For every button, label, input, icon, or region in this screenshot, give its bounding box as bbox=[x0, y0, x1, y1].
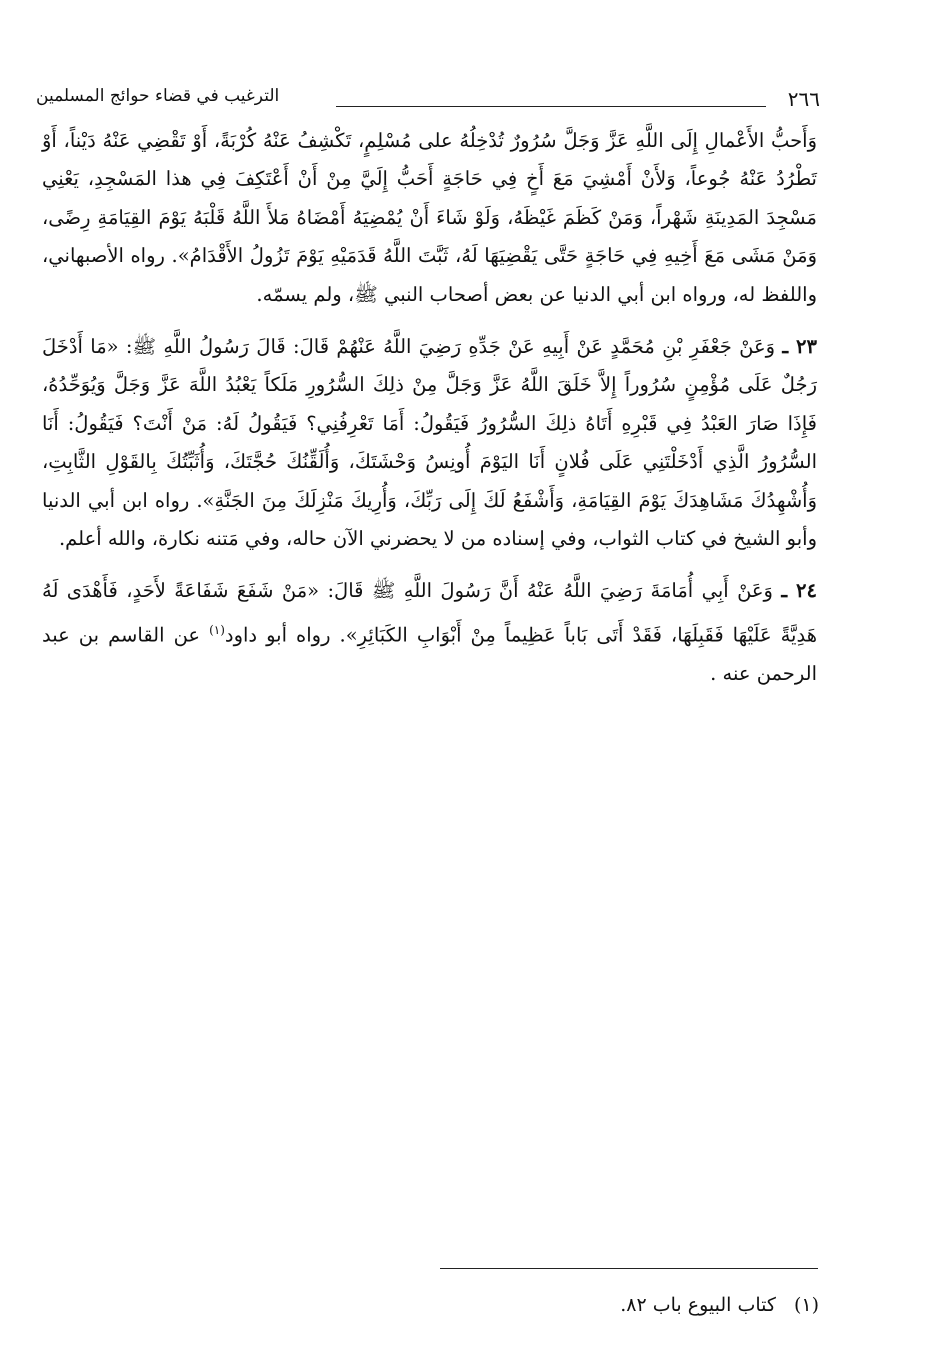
running-header bbox=[30, 84, 820, 114]
footnote-reference: (١) bbox=[209, 622, 225, 637]
paragraph-hadith-22-continuation: وَأَحبُّ الأَعْمالِ إِلَى اللَّهِ عَزَّ وَجَلَّ سُرُورٌ تُدْخِلُهُ على مُسْلِمٍ، تَكْشِفُ عَنْهُ كُرْبَةً، أَوْ تَقْضِي عَنْهُ دَيْناً، أَوْ تَطْرُدُ عَنْهُ جُوعاً، وَلأَنْ أَمْشِيَ مَعَ أَخٍ فِي حَاجَةٍ أَحَبُّ إِلَيَّ مِنْ أَنْ أَعْتَكِفَ فِي هذا المَسْجِدِ، يَعْنِي مَسْجِدَ المَدِينَةِ شَهْراً، وَمَنْ كَظَمَ غَيْظَهُ، وَلَوْ شَاءَ أَنْ يُمْضِيَهُ أَمْضَاهُ مَلأَ اللَّهُ قَلْبَهُ يَوْمَ القِيَامَةِ رِضًى، وَمَنْ مَشَى مَعَ أَخِيهِ فِي حَاجَةٍ حَتَّى يَقْضِيَهَا لَهُ، ثَبَّتَ اللَّهُ قَدَمَيْهِ يَوْمَ تَزُولُ الأَقْدَامُ». رواه الأصبهاني، واللفظ له، ورواه ابن أبي الدنيا عن بعض أصحاب النبي ﷺ، ولم يسمّه. bbox=[42, 129, 817, 306]
hadith-number-23: ٢٣ ـ bbox=[782, 335, 817, 359]
footnote bbox=[620, 1290, 819, 1320]
footnote-rule bbox=[440, 1268, 818, 1269]
paragraph-hadith-23 bbox=[42, 328, 817, 558]
hadith-24-text-end: عن القاسم بن عبد الرحمن عنه . bbox=[42, 623, 817, 685]
paragraph-hadith-24 bbox=[42, 572, 817, 693]
hadith-23-text: وَعَنْ جَعْفَرِ بْنِ مُحَمَّدٍ عَنْ أَبِيهِ عَنْ جَدِّهِ رَضِيَ اللَّهُ عَنْهُمْ قَالَ: قَالَ رَسُولُ اللَّهِ ﷺ: «مَا أَدْخَلَ رَجُلٌ عَلَى مُؤْمِنٍ سُرُوراً إِلاَّ خَلَقَ اللَّهُ عَزَّ وَجَلَّ مِنْ ذلِكَ السُّرُورِ مَلَكاً يَعْبُدُ اللَّهَ عَزَّ وَجَلَّ وَيُوَحِّدُهُ، فَإِذَا صَارَ العَبْدُ فِي قَبْرِهِ أَتَاهُ ذلِكَ السُّرُورُ فَيَقُولُ: أَمَا تَعْرِفُنِي؟ فَيَقُولُ لَهُ: مَنْ أَنْتَ؟ فَيَقُولُ: أَنَا السُّرُورُ الَّذِي أَدْخَلْتَنِي عَلَى فُلانٍ أَنَا اليَوْمَ أُونِسُ وَحْشَتَكَ، وَأُلَقِّنُكَ حُجَّتَكَ، وَأُثَبِّتُكَ بِالقَوْلِ الثَّابِتِ، وَأُشْهِدُكَ مَشَاهِدَكَ يَوْمَ القِيَامَةِ، وَأَشْفَعُ لَكَ إِلَى رَبِّكَ، وَأُرِيكَ مَنْزِلَكَ مِنَ الجَنَّةِ». رواه ابن أبي الدنيا وأبو الشيخ في كتاب الثواب، وفي إسناده من لا يحضرني الآن حاله، وفي مَتنه نكارة، والله أعلم. bbox=[42, 335, 817, 551]
hadith-number-24: ٢٤ ـ bbox=[781, 579, 817, 603]
footnote-mark: (١) bbox=[793, 1294, 819, 1316]
footnote-text: كتاب البيوع باب ٨٢. bbox=[620, 1294, 776, 1316]
hadith-24-text: وَعَنْ أَبِي أُمَامَةَ رَضِيَ اللَّهُ عَنْهُ أَنَّ رَسُولَ اللَّهِ ﷺ قَالَ: «مَنْ شَفَعَ شَفَاعَةً لأَحَدٍ، فَأَهْدَى لَهُ هَدِيَّةً عَلَيْهَا فَقَبِلَهَا، فَقَدْ أَتَى بَاباً عَظِيماً مِنْ أَبْوَابِ الكَبَائِرِ». رواه أبو داود bbox=[42, 579, 817, 647]
header-rule bbox=[336, 106, 766, 107]
body-text bbox=[42, 122, 817, 693]
running-title: الترغيب في قضاء حوائج المسلمين bbox=[36, 86, 280, 106]
page-number: ٢٦٦ bbox=[787, 87, 820, 111]
